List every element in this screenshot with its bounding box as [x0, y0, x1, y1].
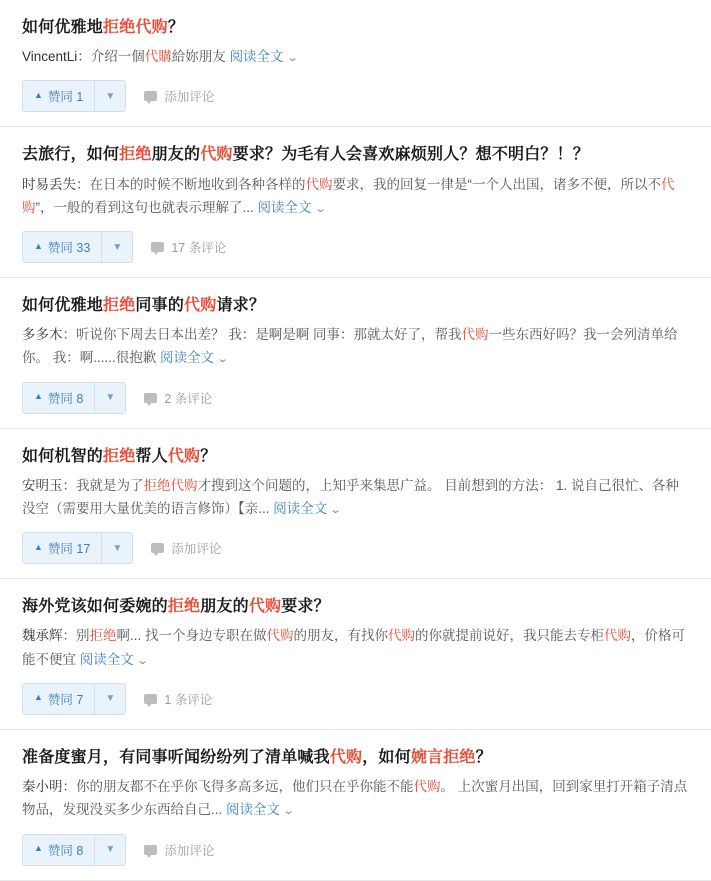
caret-down-icon: ▼	[112, 542, 123, 554]
upvote-button[interactable]	[23, 533, 101, 563]
read-more-link[interactable]: 阅读全文	[229, 49, 284, 65]
result-card	[0, 0, 711, 127]
highlight-term: 代购	[305, 176, 333, 192]
downvote-button[interactable]	[94, 383, 125, 413]
caret-down-icon: ▼	[105, 844, 116, 856]
answer-body: ：别拒绝啊... 找一个身边专职在做代购的朋友，有找你代购的你就提前说好，我只能去专柜代购，价格可能不便宜	[22, 628, 686, 667]
comment-label: 17 条评论	[171, 241, 227, 256]
highlight-term: 代购	[184, 297, 217, 315]
answer-body: ：在日本的时候不断地收到各种各样的代购要求，我的回复一律是“一个人出国，诸多不便，所以不代购”，一般的看到这句也就表示理解了...	[22, 176, 675, 215]
caret-down-icon: ▼	[105, 90, 116, 102]
card-actions	[22, 80, 689, 112]
upvote-label: 赞同 17	[47, 542, 91, 557]
question-title[interactable]: 海外党该如何委婉的拒绝朋友的代购要求？	[22, 598, 330, 616]
highlight-term: 拒绝	[167, 598, 201, 616]
answer-excerpt	[22, 474, 689, 520]
upvote-label: 赞同 8	[47, 843, 84, 858]
vote-group	[22, 80, 126, 112]
answer-body: ：我就是为了拒绝代购才搜到这个问题的，上知乎来集思广益。 目前想到的方法： 1. 说自己很忙、各种没空（需要用大量优美的语言修饰）【亲...	[22, 477, 680, 517]
comment-button[interactable]	[144, 690, 212, 708]
highlight-term: 拒绝	[103, 297, 136, 315]
comment-button[interactable]	[151, 539, 221, 557]
answer-excerpt	[22, 775, 689, 821]
chevron-down-icon[interactable]: ⌄	[216, 353, 229, 366]
card-actions	[22, 532, 689, 564]
caret-up-icon: ▲	[34, 843, 43, 854]
highlight-term: 代购	[22, 176, 675, 215]
upvote-button[interactable]	[23, 383, 94, 413]
result-card	[0, 730, 711, 881]
vote-group	[22, 683, 126, 715]
comment-bubble-icon	[151, 543, 164, 553]
caret-down-icon: ▼	[105, 693, 116, 705]
result-card	[0, 579, 711, 730]
upvote-label: 赞同 7	[47, 692, 84, 707]
highlight-term: 代购	[329, 748, 363, 766]
highlight-term: 代购	[604, 628, 632, 644]
result-card	[0, 429, 711, 580]
downvote-button[interactable]	[101, 232, 132, 262]
highlight-term: 代购	[388, 628, 416, 644]
chevron-down-icon[interactable]: ⌄	[329, 504, 343, 517]
read-more-link[interactable]: 阅读全文	[273, 501, 328, 517]
highlight-term: 拒绝代购	[143, 477, 198, 493]
answer-excerpt	[22, 323, 689, 369]
highlight-term: 代购	[461, 327, 489, 343]
comment-label: 添加评论	[164, 843, 215, 858]
downvote-button[interactable]	[94, 835, 125, 865]
upvote-button[interactable]	[23, 232, 101, 262]
highlight-term: 拒绝	[103, 447, 136, 465]
chevron-down-icon[interactable]: ⌄	[282, 805, 295, 818]
comment-label: 2 条评论	[164, 391, 213, 406]
question-title[interactable]: 如何优雅地拒绝同事的代购请求？	[22, 297, 266, 315]
caret-up-icon: ▲	[34, 692, 43, 703]
answer-author[interactable]: VincentLi	[22, 49, 78, 65]
upvote-button[interactable]	[23, 81, 94, 111]
question-title[interactable]: 去旅行，如何拒绝朋友的代购要求？为毛有人会喜欢麻烦别人？想不明白？！？	[22, 146, 590, 164]
result-card	[0, 127, 711, 278]
answer-body: ：介绍一個代購給妳朋友	[77, 49, 230, 65]
downvote-button[interactable]	[94, 684, 125, 714]
comment-bubble-icon	[144, 91, 157, 101]
card-actions	[22, 834, 689, 866]
caret-up-icon: ▲	[34, 240, 43, 251]
highlight-term: 拒绝代购	[103, 19, 168, 36]
caret-down-icon: ▼	[112, 241, 123, 253]
comment-bubble-icon	[144, 393, 157, 403]
comment-button[interactable]	[144, 841, 214, 859]
read-more-link[interactable]: 阅读全文	[79, 651, 134, 667]
answer-author[interactable]: 安明玉	[22, 477, 63, 493]
comment-label: 1 条评论	[164, 692, 213, 707]
result-card	[0, 278, 711, 429]
caret-up-icon: ▲	[34, 89, 43, 100]
comment-bubble-icon	[144, 845, 157, 855]
comment-label: 添加评论	[171, 542, 222, 557]
caret-up-icon: ▲	[34, 391, 43, 402]
chevron-down-icon[interactable]: ⌄	[313, 202, 327, 215]
comment-button[interactable]	[144, 87, 214, 105]
caret-down-icon: ▼	[105, 392, 116, 404]
question-title[interactable]: 准备度蜜月，有同事听闻纷纷列了清单喊我代购，如何婉言拒绝？	[22, 748, 492, 766]
vote-group	[22, 382, 126, 414]
highlight-term: 代購	[144, 49, 172, 65]
highlight-term: 代购	[248, 598, 282, 616]
caret-up-icon: ▲	[34, 541, 43, 552]
highlight-term: 拒绝	[119, 146, 152, 164]
answer-excerpt	[22, 173, 689, 219]
read-more-link[interactable]: 阅读全文	[226, 802, 281, 818]
card-actions	[22, 683, 689, 715]
comment-label: 添加评论	[164, 90, 215, 105]
upvote-button[interactable]	[23, 835, 94, 865]
answer-excerpt	[22, 624, 689, 670]
upvote-label: 赞同 8	[47, 391, 84, 406]
comment-button[interactable]	[144, 389, 212, 407]
highlight-term: 代购	[200, 146, 233, 164]
answer-author[interactable]: 魏承辉	[22, 628, 63, 644]
highlight-term: 代购	[413, 779, 441, 795]
answer-author[interactable]: 多多木	[22, 327, 63, 343]
upvote-button[interactable]	[23, 684, 94, 714]
vote-group	[22, 532, 133, 564]
highlight-term: 拒绝	[89, 628, 117, 644]
downvote-button[interactable]	[101, 533, 132, 563]
answer-body: ：你的朋友都不在乎你飞得多高多远，他们只在乎你能不能代购。 上次蜜月出国，回到家里打开箱子清点物品，发现没买多少东西给自己...	[22, 779, 688, 818]
read-more-link[interactable]: 阅读全文	[257, 199, 312, 215]
vote-group	[22, 231, 133, 263]
comment-button[interactable]	[151, 238, 226, 256]
card-actions	[22, 231, 689, 263]
read-more-link[interactable]: 阅读全文	[160, 350, 215, 366]
card-actions	[22, 382, 689, 414]
comment-bubble-icon	[144, 694, 157, 704]
upvote-label: 赞同 1	[47, 90, 84, 105]
chevron-down-icon[interactable]: ⌄	[136, 654, 149, 667]
downvote-button[interactable]	[94, 81, 125, 111]
vote-group	[22, 834, 126, 866]
answer-body: ：听说你下周去日本出差？ 我：是啊是啊 同事：那就太好了，帮我代购一些东西好吗？我一会列清单给你。 我：啊......很抱歉	[22, 327, 678, 366]
highlight-term: 代购	[167, 447, 201, 465]
upvote-label: 赞同 33	[47, 241, 91, 256]
answer-author[interactable]: 时易丢失	[22, 176, 76, 192]
highlight-term: 代购	[266, 628, 294, 644]
question-title[interactable]: 如何优雅地拒绝代购？	[22, 19, 185, 36]
answer-excerpt	[22, 45, 689, 68]
comment-bubble-icon	[151, 242, 164, 252]
highlight-term: 婉言拒绝	[410, 748, 476, 766]
question-title[interactable]: 如何机智的拒绝帮人代购？	[22, 447, 217, 465]
chevron-down-icon[interactable]: ⌄	[285, 52, 299, 65]
answer-author[interactable]: 秦小明	[22, 779, 63, 795]
